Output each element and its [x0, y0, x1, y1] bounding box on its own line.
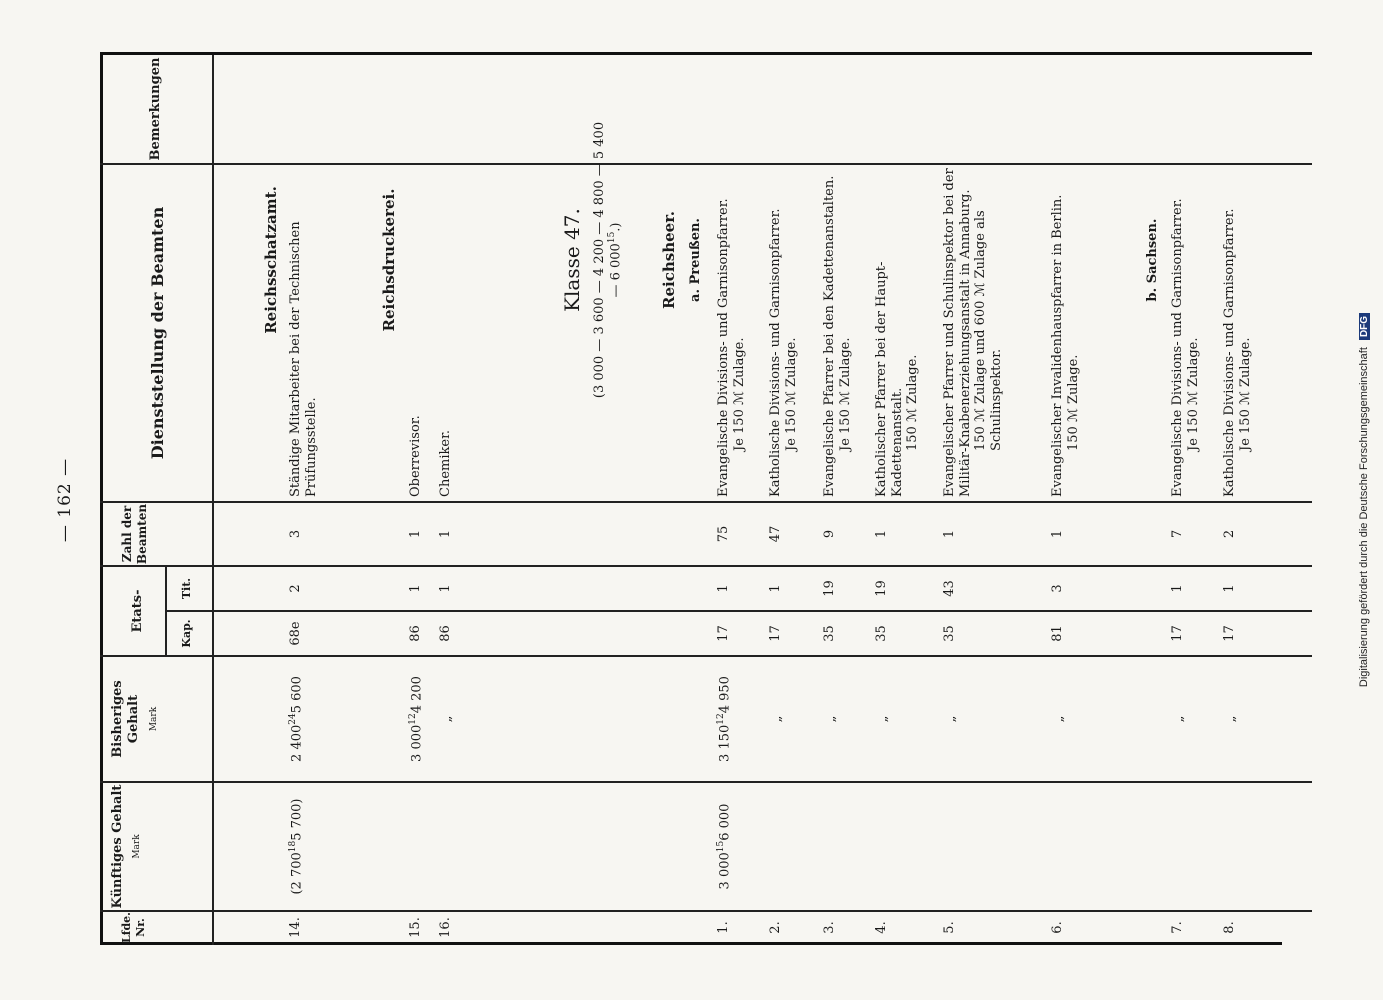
- row-kap: 17: [1170, 625, 1185, 642]
- row-kap: 81: [1050, 625, 1065, 642]
- row-tit: 3: [1050, 584, 1065, 593]
- zulage-text: Je 150 ℳ Zulage.: [783, 337, 799, 451]
- header-bemerkungen: Bemerkungen: [148, 57, 163, 161]
- bisher-from: „: [1051, 715, 1067, 723]
- page-number: — 162 —: [55, 457, 75, 543]
- row-kap: 86: [408, 625, 423, 642]
- zulage-text: 150 ℳ Zulage.: [1065, 354, 1081, 451]
- row-bisher-gehalt: [716, 657, 733, 781]
- row-bisher-gehalt: [1222, 657, 1239, 781]
- row-zahl: 1: [1050, 529, 1065, 539]
- row-zahl: 1: [874, 529, 889, 539]
- klasse-range: [592, 40, 623, 480]
- kuenftig-steps: 18: [288, 840, 298, 853]
- row-kap: 17: [1222, 625, 1237, 642]
- row-tit: 19: [822, 580, 837, 597]
- row-tit: 1: [438, 584, 453, 593]
- kuenftig-to: 5 700): [289, 798, 305, 841]
- kuenftig-steps: 15: [716, 840, 726, 853]
- zulage-text: Je 150 ℳ Zulage.: [731, 337, 747, 451]
- zulage-text: 150 ℳ Zulage und 600 ℳ Zulage als Schulinspektor.: [973, 210, 1004, 451]
- row-dienststellung: [1050, 167, 1081, 497]
- row-dienststellung: [716, 167, 747, 497]
- row-kap: 68e: [288, 621, 303, 646]
- bisher-from: „: [943, 715, 959, 723]
- row-tit: 19: [874, 580, 889, 597]
- zulage-text: Je 150 ℳ Zulage.: [1237, 337, 1253, 451]
- row-lfd: 8.: [1222, 921, 1237, 934]
- klasse-range-end: .): [608, 222, 624, 232]
- header-kap: Kap.: [180, 619, 193, 648]
- row-bisher-gehalt: [288, 657, 305, 781]
- section-sachsen: b. Sachsen.: [1145, 218, 1160, 302]
- bisher-to: 4 200: [409, 676, 425, 714]
- row-tit: 1: [1222, 584, 1237, 593]
- bisher-steps: 12: [716, 713, 726, 725]
- row-lfd: 7.: [1170, 921, 1185, 934]
- row-bisher-gehalt: [438, 657, 455, 781]
- row-kap: 86: [438, 625, 453, 642]
- etats-sub-rule: [165, 567, 167, 657]
- dienststellung-text: Ständige Mitarbeiter bei der Technischen Prüfungsstelle.: [288, 221, 319, 497]
- row-dienststellung: [942, 167, 1004, 497]
- row-kap: 35: [874, 625, 889, 642]
- stamp-text: Digitalisierung gefördert durch die Deutsche Forschungsgemeinschaft: [1358, 347, 1370, 688]
- row-kap: 17: [716, 625, 731, 642]
- bisher-steps: 12: [408, 713, 418, 725]
- row-tit: 1: [768, 584, 783, 593]
- row-dienststellung: [768, 167, 799, 497]
- row-kuenftig-gehalt: [288, 783, 305, 910]
- row-dienststellung: [438, 167, 454, 497]
- row-zahl: 47: [768, 525, 783, 543]
- col-rule-5: [100, 502, 1312, 504]
- row-bisher-gehalt: [874, 657, 891, 781]
- row-lfd: 5.: [942, 921, 957, 934]
- row-zahl: 1: [438, 529, 453, 539]
- row-zahl: 2: [1222, 529, 1237, 539]
- row-dienststellung: [288, 167, 319, 497]
- header-zahl: Zahl der Beamten: [120, 503, 149, 565]
- row-zahl: 1: [942, 529, 957, 539]
- section-reichsheer: Reichsheer.: [660, 211, 678, 309]
- bisher-from: „: [875, 715, 891, 723]
- row-lfd: 3.: [822, 921, 837, 934]
- dienststellung-text: Evangelischer Invalidenhauspfarrer in Berlin.: [1050, 194, 1065, 497]
- col-rule-kap-tit: [165, 611, 1312, 613]
- bisher-from: „: [769, 715, 785, 723]
- table-right-rule: [100, 52, 1312, 55]
- bisher-from: 2 400: [289, 724, 305, 762]
- col-rule-1: [100, 911, 1312, 913]
- header-lfd: Lfde. Nr.: [120, 912, 147, 943]
- row-kap: 35: [942, 625, 957, 642]
- bisher-from: „: [439, 715, 455, 723]
- col-rule-4: [100, 566, 1312, 568]
- header-dienst: Dienststellung der Beamten: [148, 206, 167, 460]
- dienststellung-text: Chemiker.: [438, 430, 453, 497]
- col-rule-2: [100, 782, 1312, 784]
- row-bisher-gehalt: [1170, 657, 1187, 781]
- bisher-from: „: [823, 715, 839, 723]
- row-kuenftig-gehalt: [716, 783, 733, 910]
- row-tit: 2: [288, 584, 303, 593]
- row-bisher-gehalt: [768, 657, 785, 781]
- header-kuenftig: [110, 783, 144, 910]
- dienststellung-text: Evangelische Divisions- und Garnisonpfarrer.: [716, 198, 731, 497]
- table-top-rule: [100, 55, 103, 945]
- row-bisher-gehalt: [408, 657, 425, 781]
- table-left-rule: [100, 942, 1282, 945]
- klasse-range-line1: (3 000 — 3 600 — 4 200 — 4 800 — 5 400: [592, 121, 607, 399]
- klasse-title: Klasse 47.: [560, 208, 584, 312]
- row-lfd: 2.: [768, 921, 783, 934]
- header-kuenftig-label: Künftiges Gehalt: [110, 784, 125, 909]
- klasse-range-sup: 15: [607, 231, 617, 244]
- dfg-logo: DFG: [1359, 313, 1370, 340]
- dienststellung-text: Evangelische Divisions- und Garnisonpfarrer.: [1170, 198, 1185, 497]
- klasse-block: [560, 40, 623, 480]
- row-zahl: 1: [408, 529, 423, 539]
- row-lfd: 6.: [1050, 921, 1065, 934]
- col-rule-3: [100, 656, 1312, 658]
- header-bisher: [110, 657, 160, 781]
- header-etats: Etats-: [130, 589, 145, 633]
- bisher-steps: 24: [288, 713, 298, 725]
- row-lfd: 1.: [716, 921, 731, 934]
- dienststellung-text: Evangelischer Pfarrer und Schulinspektor bei der Militär-Knabenerziehungsanstalt in Annaburg.: [942, 168, 973, 497]
- section-reichsdruckerei: Reichsdruckerei.: [380, 188, 398, 332]
- bisher-to: 4 950: [717, 676, 733, 714]
- row-tit: 1: [716, 584, 731, 593]
- row-bisher-gehalt: [942, 657, 959, 781]
- row-tit: 43: [942, 580, 957, 597]
- bisher-from: „: [1223, 715, 1239, 723]
- header-bisher-unit: Mark: [148, 706, 159, 732]
- row-dienststellung: [822, 167, 853, 497]
- dienststellung-text: Evangelische Pfarrer bei den Kadettenanstalten.: [822, 175, 837, 497]
- section-preussen: a. Preußen.: [688, 218, 703, 302]
- bisher-from: 3 150: [717, 724, 733, 762]
- header-bisher-label: Bisheriges Gehalt: [110, 680, 142, 758]
- row-dienststellung: [874, 167, 921, 497]
- row-tit: 1: [408, 584, 423, 593]
- kuenftig-from: 3 000: [717, 852, 733, 890]
- kuenftig-from: (2 700: [289, 852, 305, 895]
- row-dienststellung: [1170, 167, 1201, 497]
- row-lfd: 15.: [408, 917, 423, 938]
- header-kuenftig-unit: Mark: [132, 834, 143, 859]
- header-tit: Tit.: [180, 577, 193, 600]
- row-bisher-gehalt: [822, 657, 839, 781]
- row-dienststellung: [408, 167, 424, 497]
- zulage-text: Je 150 ℳ Zulage.: [1185, 337, 1201, 451]
- dienststellung-text: Katholische Divisions- und Garnisonpfarrer.: [768, 208, 783, 497]
- dienststellung-text: Katholische Divisions- und Garnisonpfarrer.: [1222, 208, 1237, 497]
- bisher-from: „: [1171, 715, 1187, 723]
- row-dienststellung: [1222, 167, 1253, 497]
- row-bisher-gehalt: [1050, 657, 1067, 781]
- bisher-from: 3 000: [409, 724, 425, 762]
- dfg-stamp: [1358, 0, 1370, 1000]
- row-zahl: 7: [1170, 529, 1185, 539]
- row-tit: 1: [1170, 584, 1185, 593]
- row-lfd: 16.: [438, 917, 453, 938]
- klasse-range-line2: — 6 000: [608, 243, 624, 298]
- row-zahl: 9: [822, 529, 837, 539]
- section-reichsschatzamt: Reichsschatzamt.: [262, 186, 280, 334]
- row-kap: 35: [822, 625, 837, 642]
- header-bottom-rule: [212, 55, 214, 945]
- col-rule-6: [100, 164, 1312, 166]
- dienststellung-text: Oberrevisor.: [408, 415, 423, 497]
- row-zahl: 75: [716, 525, 731, 543]
- row-lfd: 14.: [288, 917, 303, 938]
- dienststellung-text: Katholischer Pfarrer bei der Haupt-Kadettenanstalt.: [874, 261, 905, 497]
- row-zahl: 3: [288, 529, 303, 539]
- row-lfd: 4.: [874, 921, 889, 934]
- kuenftig-to: 6 000: [717, 803, 733, 841]
- zulage-text: 150 ℳ Zulage.: [905, 354, 921, 451]
- row-kap: 17: [768, 625, 783, 642]
- bisher-to: 5 600: [289, 676, 305, 714]
- zulage-text: Je 150 ℳ Zulage.: [837, 337, 853, 451]
